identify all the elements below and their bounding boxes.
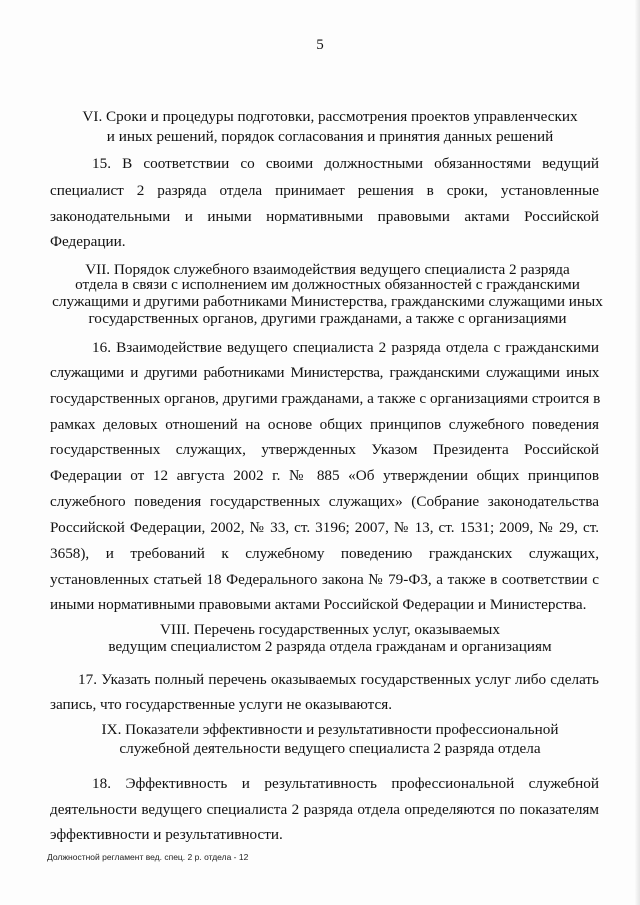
paragraph-16-line-7: служебного поведения государственных служащих» (Собрание законодательства	[50, 493, 599, 510]
page-edge-shadow	[634, 0, 640, 905]
paragraph-17-line-2: запись, что государственные услуги не оказываются.	[50, 696, 392, 713]
section-6-heading-line-1: VI. Сроки и процедуры подготовки, рассмотрения проектов управленческих	[82, 108, 578, 125]
paragraph-16-line-10: установленных статьей 18 Федерального закона № 79-ФЗ, а также в соответствии с	[50, 571, 599, 588]
paragraph-16-line-11: иными нормативными правовыми актами Российской Федерации и Министерства.	[50, 596, 587, 613]
paragraph-16-line-2: служащими и другими работниками Министерства, гражданскими служащими иных	[50, 364, 599, 381]
page-number: 5	[316, 37, 324, 53]
paragraph-16-line-6: Федерации от 12 августа 2002 г. № 885 «Об утверждении общих принципов	[50, 467, 599, 484]
section-8-heading-line-2: ведущим специалистом 2 разряда отдела гражданам и организациям	[108, 638, 552, 655]
section-7-heading-line-4: государственных органов, другими гражданами, а также с организациями	[88, 310, 567, 327]
paragraph-15-line-2: специалист 2 разряда отдела принимает решения в сроки, установленные	[50, 182, 599, 199]
paragraph-18-line-1: 18. Эффективность и результативность профессиональной служебной	[92, 775, 599, 792]
paragraph-18-line-3: эффективности и результативности.	[50, 826, 283, 843]
paragraph-16-line-9: 3658), и требований к служебному поведению гражданских служащих,	[50, 545, 599, 562]
paragraph-15-line-1: 15. В соответствии со своими должностными обязанностями ведущий	[92, 155, 599, 172]
paragraph-15-line-3: законодательными и иными нормативными правовыми актами Российской	[50, 208, 599, 225]
paragraph-16-line-8: Российской Федерации, 2002, № 33, ст. 3196; 2007, № 13, ст. 1531; 2009, № 29, ст.	[50, 519, 599, 536]
paragraph-16-line-4: рамках деловых отношений на основе общих принципов служебного поведения	[50, 416, 599, 433]
section-9-heading-line-1: IX. Показатели эффективности и результативности профессиональной	[101, 721, 559, 738]
section-7-heading-line-2: отдела в связи с исполнением им должностных обязанностей с гражданскими	[75, 276, 580, 293]
section-8-heading-line-1: VIII. Перечень государственных услуг, оказываемых	[160, 621, 500, 638]
page-footer: Должностной регламент вед. спец. 2 р. отдела - 12	[47, 852, 249, 862]
paragraph-16-line-5: государственных служащих, утвержденных Указом Президента Российской	[50, 441, 599, 458]
paragraph-17-line-1: 17. Указать полный перечень оказываемых государственных услуг либо сделать	[78, 671, 599, 688]
paragraph-15-line-4: Федерации.	[50, 233, 126, 250]
section-7-heading-line-1: VII. Порядок служебного взаимодействия ведущего специалиста 2 разряда	[85, 261, 570, 278]
paragraph-16-line-1: 16. Взаимодействие ведущего специалиста 2 разряда отдела с гражданскими	[92, 339, 599, 356]
section-6-heading-line-2: и иных решений, порядок согласования и принятия данных решений	[106, 128, 554, 145]
section-9-heading-line-2: служебной деятельности ведущего специалиста 2 разряда отдела	[119, 740, 541, 757]
paragraph-18-line-2: деятельности ведущего специалиста 2 разряда отдела определяются по показателям	[50, 801, 599, 818]
paragraph-16-line-3: государственных органов, другими гражданами, а также с организациями строится в	[50, 390, 601, 407]
section-7-heading-line-3: служащими и другими работниками Министерства, гражданскими служащими иных	[52, 293, 603, 310]
